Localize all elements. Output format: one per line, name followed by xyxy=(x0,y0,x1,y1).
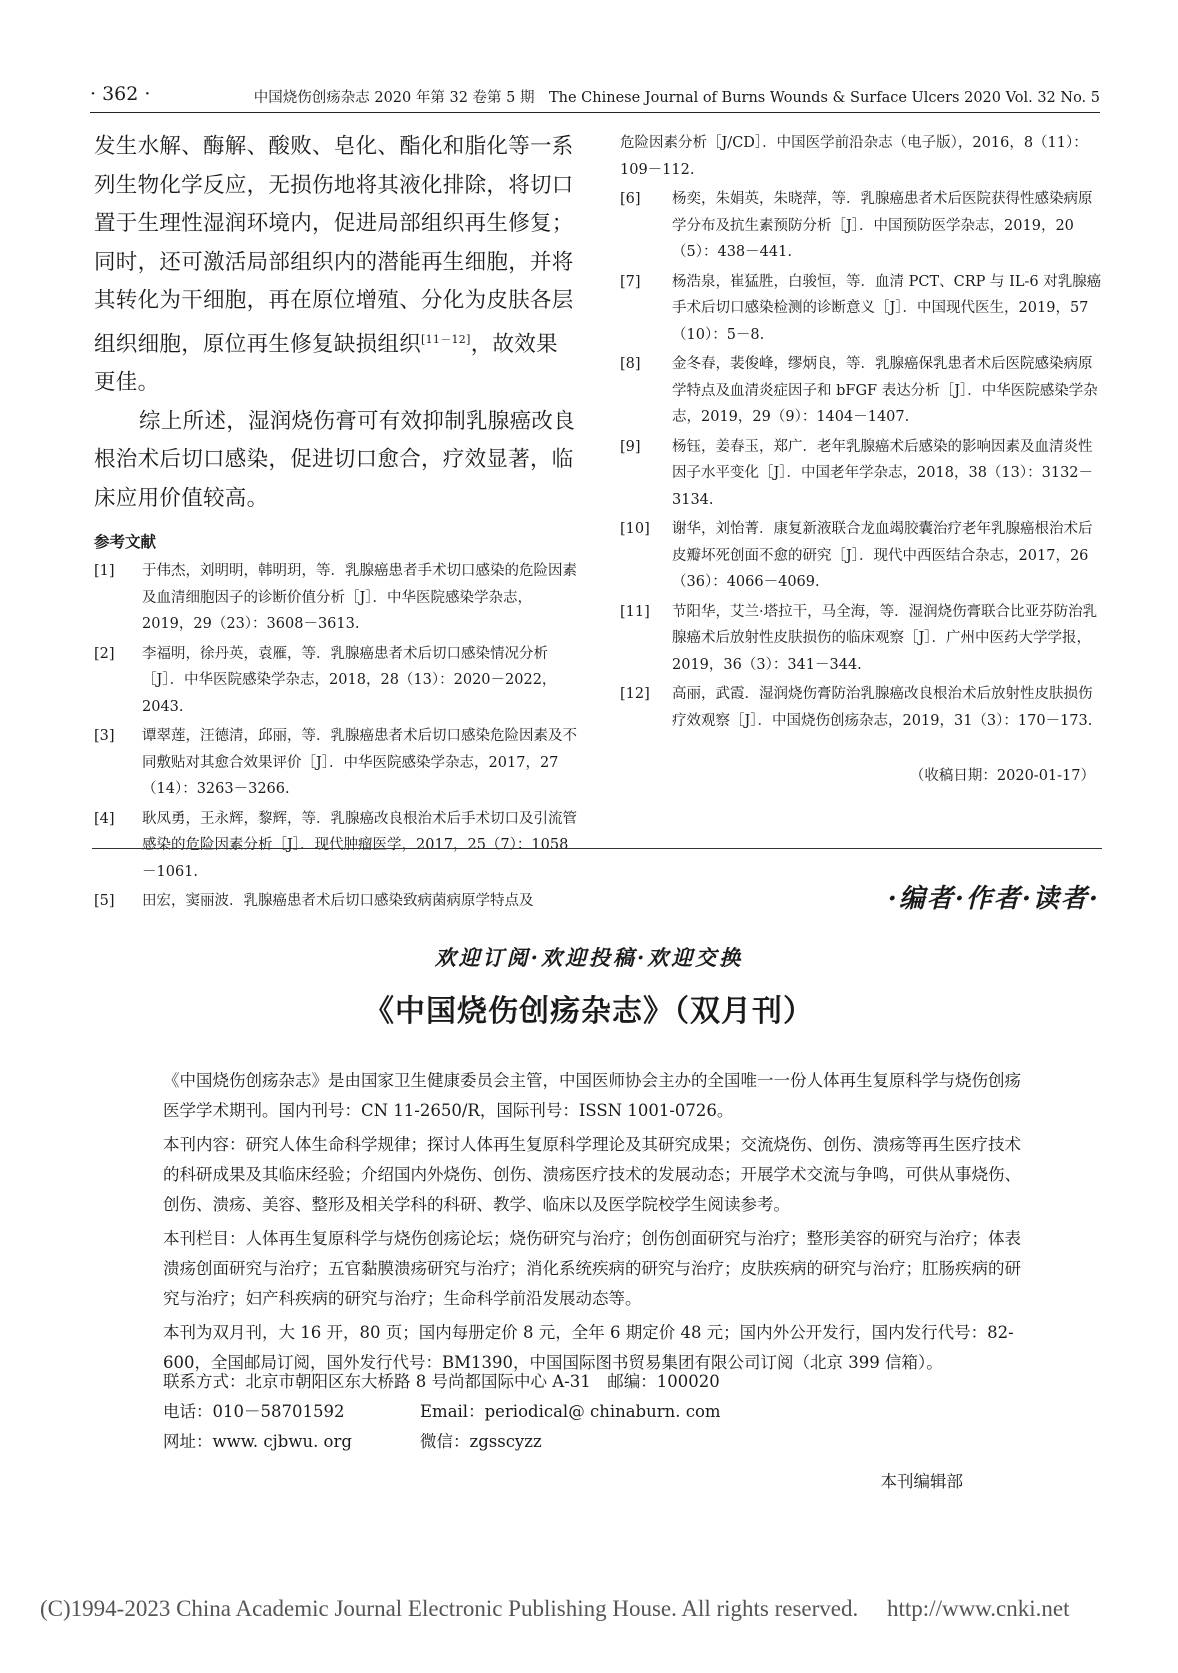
copyright-watermark: (C)1994-2023 China Academic Journal Electronic Publishing House. All rights reserved. http://www.cnki.net xyxy=(40,1596,1070,1621)
contact-phone: 电话：010－58701592 xyxy=(163,1402,345,1421)
reference-text: 田宏，窦丽波．乳腺癌患者术后切口感染致病菌病原学特点及 xyxy=(142,893,534,910)
references-heading: 参考文献 xyxy=(94,533,157,552)
reference-number: [3] xyxy=(94,728,115,745)
reference-text: 谢华，刘怡菁．康复新液联合龙血竭胶囊治疗老年乳腺癌根治术后皮瓣坏死创面不愈的研究［J］．现代中西医结合杂志，2017，26（36）：4066－4069. xyxy=(672,521,1093,590)
section-tag: ·编者·作者·读者· xyxy=(887,884,1100,914)
reference-number: [9] xyxy=(620,438,641,455)
header-rule xyxy=(90,112,1100,113)
reference-text: 金冬春，裴俊峰，缪炳良，等．乳腺癌保乳患者术后医院感染病原学特点及血清炎症因子和 bFGF 表达分析［J］．中华医院感染学杂志，2019，29（9）：1404－1407. xyxy=(672,356,1098,425)
left-column xyxy=(94,128,579,918)
journal-header-line: 中国烧伤创疡杂志 2020 年第 32 卷第 5 期 The Chinese Journal of Burns Wounds & Surface Ulcers 2020 Vol. 32 No. 5 xyxy=(253,90,1100,106)
reference-text: 谭翠莲，汪德清，邱丽，等．乳腺癌患者术后切口感染危险因素及不同敷贴对其愈合效果评价［J］．中华医院感染学杂志，2017，27（14）：3263－3266. xyxy=(142,728,577,798)
reference-number: [1] xyxy=(94,563,115,580)
reference-item xyxy=(620,186,1105,266)
reference-5-continuation: 危险因素分析［J/CD］．中国医学前沿杂志（电子版），2016，8（11）：109－112. xyxy=(620,135,1088,178)
info-intro: 《中国烧伤创疡杂志》是由国家卫生健康委员会主管，中国医师协会主办的全国唯一一份人体再生复原科学与烧伤创疡医学学术期刊。国内刊号：CN 11-2650/R，国际刊号：ISSN 1001-0726。 xyxy=(163,1071,1021,1120)
reference-item xyxy=(94,641,579,721)
contact-website[interactable]: 网址：www. cjbwu. org xyxy=(163,1432,352,1451)
reference-text: 耿凤勇，王永辉，黎辉，等．乳腺癌改良根治术后手术切口及引流管感染的危险因素分析［J］．现代肿瘤医学，2017，25（7）：1058－1061. xyxy=(142,810,577,880)
reference-text: 李福明，徐丹英，袁雁，等．乳腺癌患者术后切口感染情况分析［J］．中华医院感染学杂志，2018，28（13）：2020－2022，2043. xyxy=(142,645,557,715)
reference-text: 杨钰，姜春玉，郑广．老年乳腺癌术后感染的影响因素及血清炎性因子水平变化［J］．中国老年学杂志，2018，38（13）：3132－3134. xyxy=(672,438,1094,508)
reference-number: [2] xyxy=(94,645,115,662)
reference-text: 杨浩泉，崔猛胜，白骏恒，等．血清 PCT、CRP 与 IL-6 对乳腺癌手术后切口感染检测的诊断意义［J］．中国现代医生，2019，57（10）：5－8. xyxy=(672,273,1102,343)
reference-number: [6] xyxy=(620,191,641,207)
body-paragraph-2: 综上所述，湿润烧伤膏可有效抑制乳腺癌改良根治术后切口感染，促进切口愈合，疗效显著，临床应用价值较高。 xyxy=(94,408,576,511)
running-header xyxy=(90,83,1100,111)
reference-item xyxy=(620,434,1105,514)
contact-address: 联系方式：北京市朝阳区东大桥路 8 号尚都国际中心 A-31 邮编：100020 xyxy=(163,1372,720,1391)
reference-list-right xyxy=(620,186,1105,734)
reference-text: 高丽，武霞．湿润烧伤膏防治乳腺癌改良根治术后放射性皮肤损伤疗效观察［J］．中国烧伤创疡杂志，2019，31（3）：170－173. xyxy=(672,686,1093,729)
reference-number: [5] xyxy=(94,893,115,910)
reference-list-left xyxy=(94,558,579,915)
reference-number: [8] xyxy=(620,356,641,372)
reference-item xyxy=(94,806,579,886)
welcome-line: 欢迎订阅·欢迎投稿·欢迎交换 xyxy=(434,945,744,970)
contact-email[interactable]: Email：periodical@ chinaburn. com xyxy=(420,1402,721,1421)
reference-number: [12] xyxy=(620,686,650,702)
info-pricing: 本刊为双月刊，大 16 开，80 页；国内每册定价 8 元，全年 6 期定价 48 元；国内外公开发行，国内发行代号：82-600，全国邮局订阅，国外发行代号：BM1390，中国国际图书贸易集团有限公司订阅（北京 399 信箱）。 xyxy=(163,1323,1014,1372)
page-number: · 362 · xyxy=(90,83,151,105)
journal-info xyxy=(163,1066,1033,1382)
reference-number: [11] xyxy=(620,603,650,620)
reference-text: 杨奕，朱娟英，朱晓萍，等．乳腺癌患者术后医院获得性感染病原学分布及抗生素预防分析［J］．中国预防医学杂志，2019，20（5）：438－441. xyxy=(672,191,1093,260)
reference-item xyxy=(94,723,579,803)
body-paragraph-1 xyxy=(94,128,579,403)
reference-item xyxy=(620,516,1105,596)
journal-title: 《中国烧伤创疡杂志》（双月刊） xyxy=(364,994,814,1029)
reference-text: 节阳华，艾兰·塔拉干，马全海，等．湿润烧伤膏联合比亚芬防治乳腺癌术后放射性皮肤损伤的临床观察［J］．广州中医药大学学报，2019，36（3）：341－344. xyxy=(672,603,1098,673)
para1-end: ，故效果更佳。 xyxy=(94,331,558,396)
citation-superscript: [11－12] xyxy=(421,332,471,346)
reference-item xyxy=(620,351,1105,431)
right-column xyxy=(620,130,1105,785)
para1-text: 发生水解、酶解、酸败、皂化、酯化和脂化等一系列生物化学反应，无损伤地将其液化排除，将切口置于生理性湿润环境内，促进局部组织再生修复；同时，还可激活局部组织内的潜能再生细胞，并将其转化为干细胞，再在原位增殖、分化为皮肤各层组织细胞，原位再生修复缺损组织 xyxy=(94,134,574,357)
received-date: （收稿日期：2020-01-17） xyxy=(909,768,1095,784)
contact-wechat: 微信：zgsscyzz xyxy=(420,1432,542,1451)
reference-number: [10] xyxy=(620,521,650,537)
info-content: 本刊内容：研究人体生命科学规律；探讨人体再生复原科学理论及其研究成果；交流烧伤、创伤、溃疡等再生医疗技术的科研成果及其临床经验；介绍国内外烧伤、创伤、溃疡医疗技术的发展动态；开展学术交流与争鸣，可供从事烧伤、创伤、溃疡、美容、整形及相关学科的科研、教学、临床以及医学院校学生阅读参考。 xyxy=(163,1135,1021,1214)
reference-item xyxy=(620,269,1105,349)
reference-item xyxy=(620,599,1105,679)
editorial-department: 本刊编辑部 xyxy=(880,1472,963,1491)
section-divider xyxy=(92,848,1102,849)
reference-item xyxy=(94,558,579,638)
reference-item xyxy=(94,888,579,915)
info-columns: 本刊栏目：人体再生复原科学与烧伤创疡论坛；烧伤研究与治疗；创伤创面研究与治疗；整形美容的研究与治疗；体表溃疡创面研究与治疗；五官黏膜溃疡研究与治疗；消化系统疾病的研究与治疗；皮肤疾病的研究与治疗；肛肠疾病的研究与治疗；妇产科疾病的研究与治疗；生命科学前沿发展动态等。 xyxy=(163,1229,1021,1308)
reference-number: [7] xyxy=(620,273,641,290)
reference-text: 于伟杰，刘明明，韩明玥，等．乳腺癌患者手术切口感染的危险因素及血清细胞因子的诊断价值分析［J］．中华医院感染学杂志，2019，29（23）：3608－3613. xyxy=(142,563,577,633)
reference-number: [4] xyxy=(94,810,115,827)
reference-item xyxy=(620,681,1105,734)
